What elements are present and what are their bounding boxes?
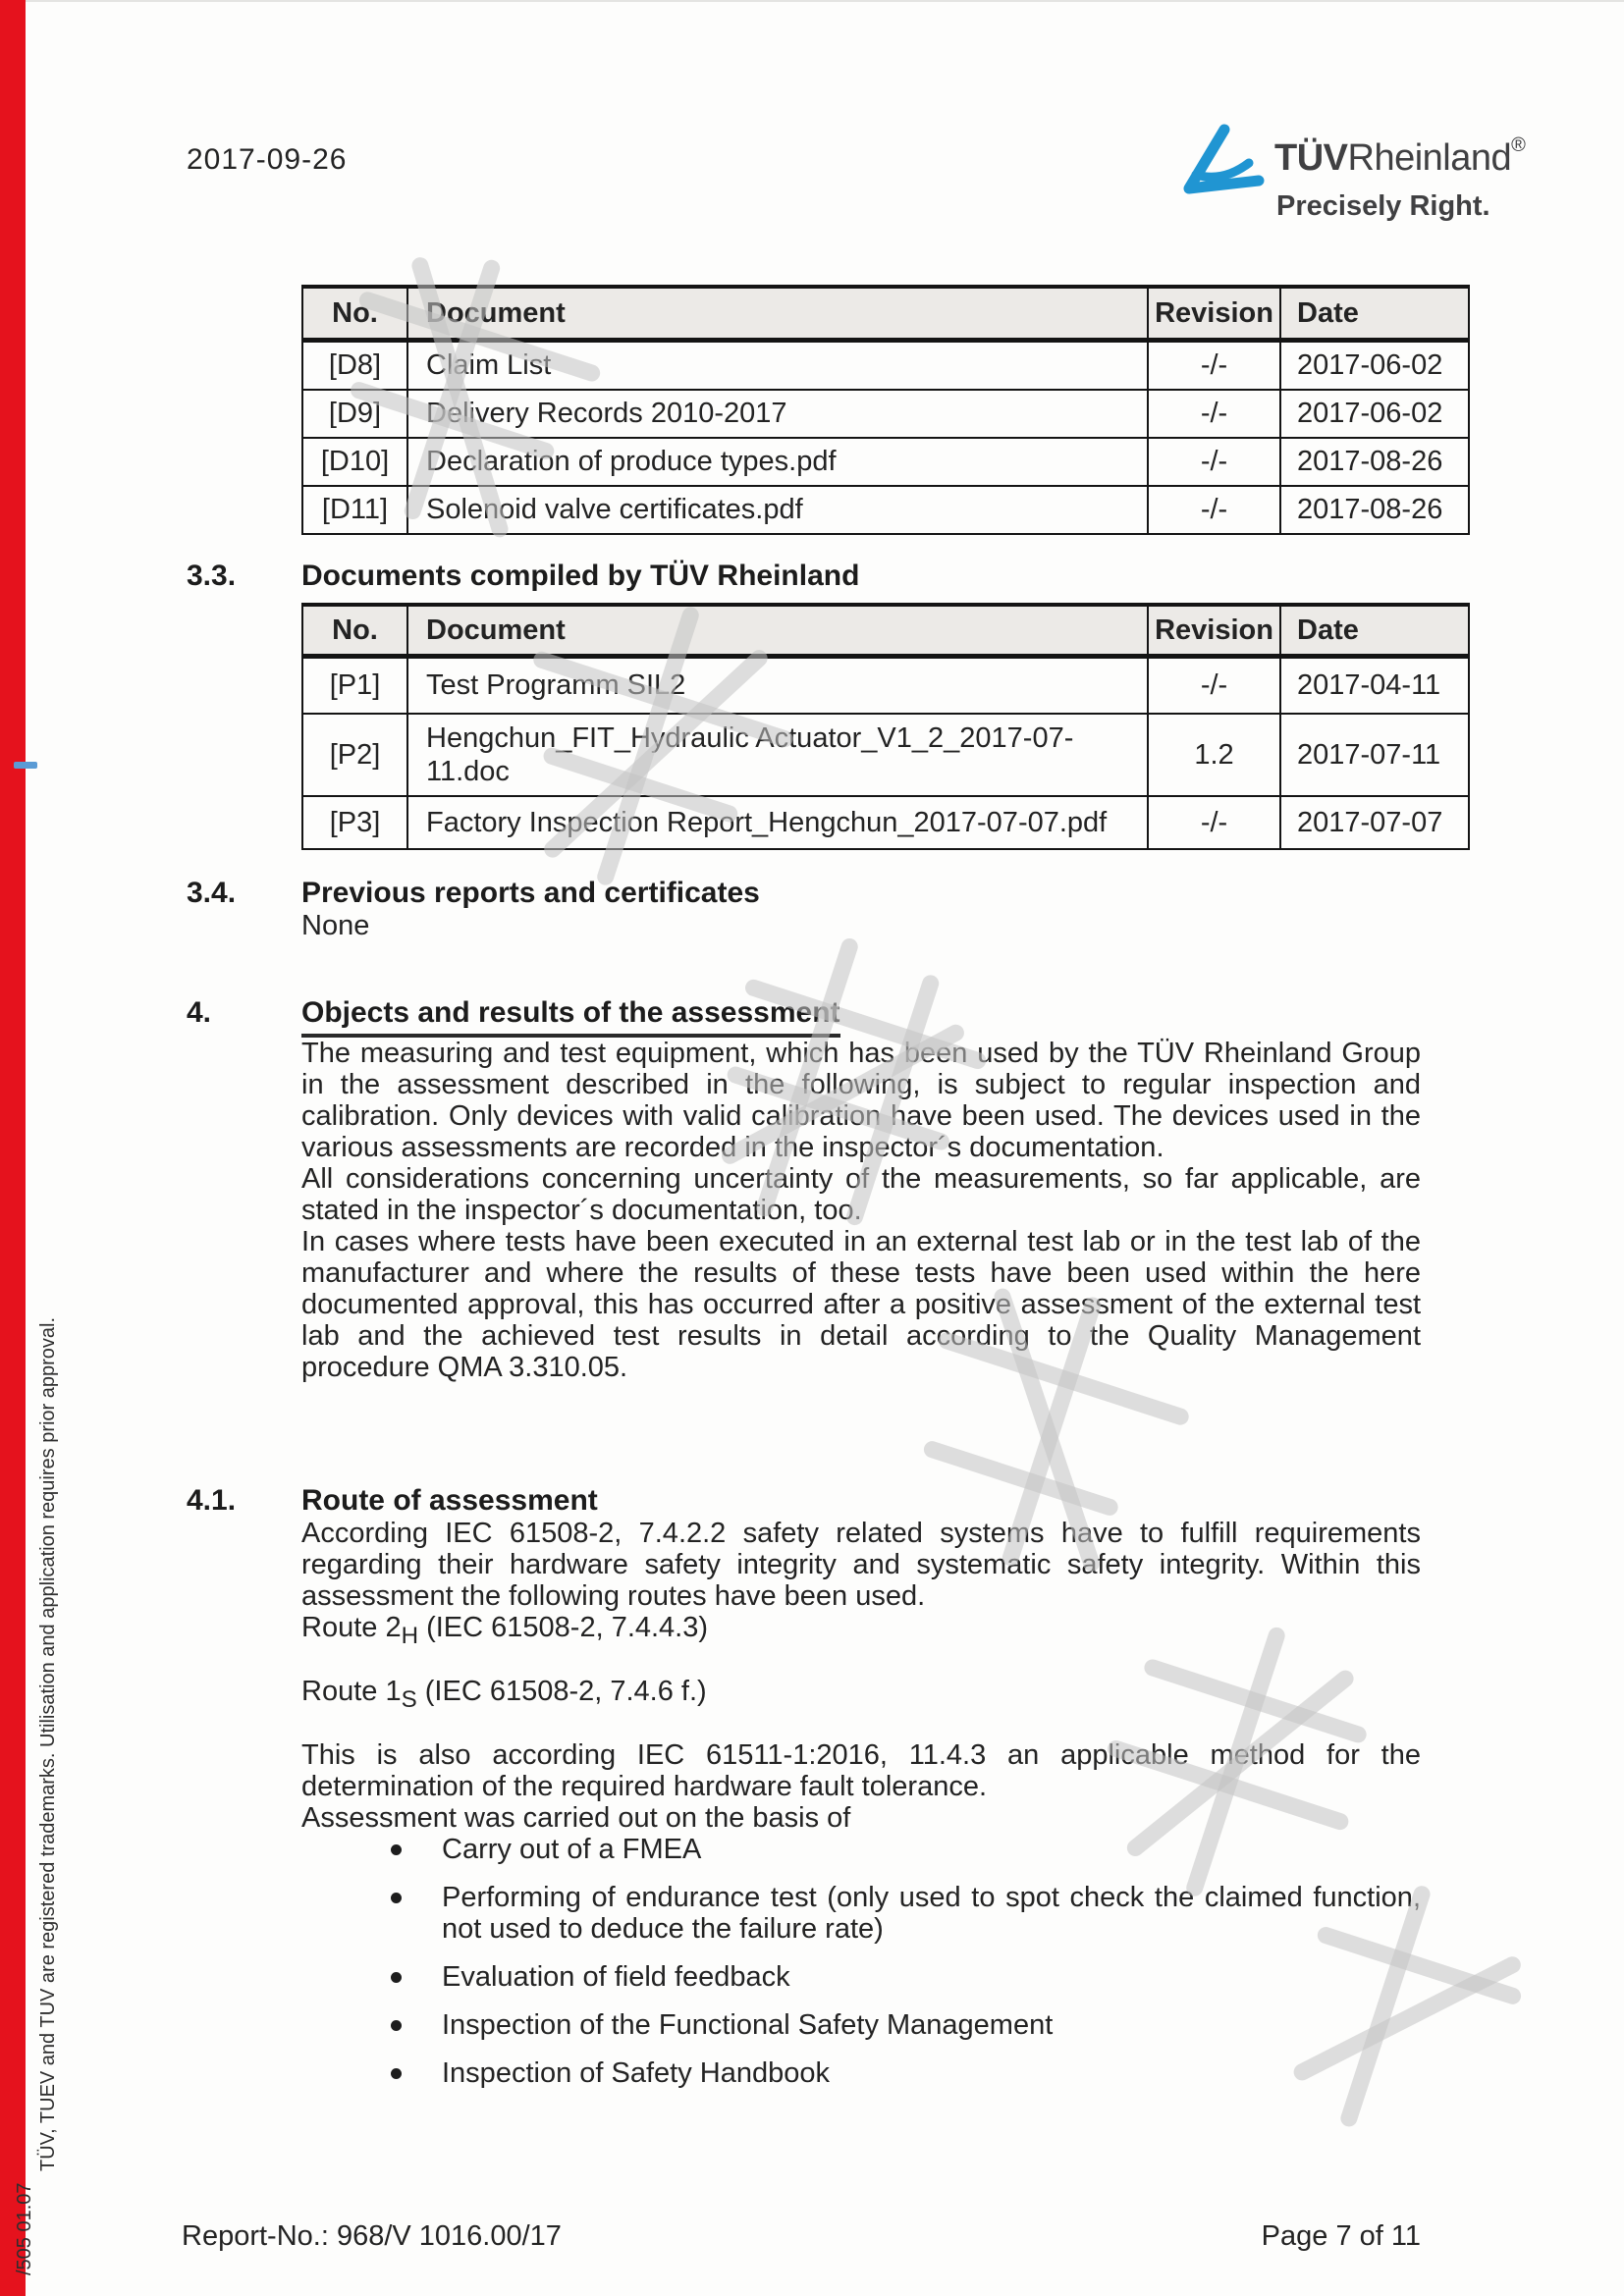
paragraph: The measuring and test equipment, which has been used by the TÜV Rheinland Group in the assessment described in the following, is subject to regular inspection and calibration. Only devices with valid calibration have been used. The devices used in the various assessments are recorded in the inspector´s documentation.	[301, 1038, 1421, 1163]
bullet-dot-icon	[391, 2068, 402, 2079]
bullet-item	[442, 1961, 1421, 1993]
cell-date: 2017-08-26	[1280, 438, 1469, 486]
basis-intro: Assessment was carried out on the basis of	[301, 1801, 851, 1834]
paragraph: According IEC 61508-2, 7.4.2.2 safety related systems have to fulfill requirements regarding their hardware safety integrity and systematic safety integrity. Within this assessment the following routes have been used.	[301, 1518, 1421, 1612]
section-title: Documents compiled by TÜV Rheinland	[301, 560, 860, 592]
col-header-date: Date	[1280, 287, 1469, 341]
cell-revision: -/-	[1148, 341, 1280, 391]
col-header-revision: Revision	[1148, 605, 1280, 657]
col-header-document: Document	[407, 605, 1148, 657]
brand-text	[1274, 134, 1526, 180]
section-4-1-heading	[187, 1484, 1421, 1518]
documents-table	[301, 285, 1470, 535]
cell-no: [P1]	[302, 657, 407, 715]
route-reference: (IEC 61508-2, 7.4.4.3)	[418, 1612, 709, 1643]
table-row	[302, 341, 1469, 391]
page-date: 2017-09-26	[187, 143, 348, 176]
cell-date: 2017-07-11	[1280, 714, 1469, 796]
bullet-text: Carry out of a FMEA	[442, 1833, 702, 1865]
col-header-revision: Revision	[1148, 287, 1280, 341]
route-line	[301, 1612, 1421, 1652]
footer-report-number: Report-No.: 968/V 1016.00/17	[182, 2220, 562, 2252]
section-title: Previous reports and certificates	[301, 877, 760, 909]
col-header-no: No.	[302, 605, 407, 657]
cell-revision: -/-	[1148, 796, 1280, 849]
brand-tuv: TÜV	[1274, 137, 1348, 179]
brand-tagline: Precisely Right.	[1276, 190, 1490, 222]
bullet-text: Performing of endurance test (only used to spot check the claimed function, not used to deduce the failure rate)	[442, 1881, 1421, 1945]
tuv-rheinland-logo	[1180, 116, 1573, 234]
section-3-3-heading	[187, 560, 1421, 593]
cell-no: [D11]	[302, 486, 407, 534]
cell-no: [P3]	[302, 796, 407, 849]
cell-document: Claim List	[407, 341, 1148, 391]
bullet-item	[442, 1834, 1421, 1865]
section-3-3	[187, 560, 1443, 850]
paragraph: This is also according IEC 61511-1:2016, 11.4.3 an applicable method for the determination of the required hardware fault tolerance.	[301, 1738, 1421, 1802]
blue-margin-mark	[14, 762, 37, 769]
cell-document: Solenoid valve certificates.pdf	[407, 486, 1148, 534]
table-row	[302, 486, 1469, 534]
col-header-no: No.	[302, 287, 407, 341]
section-number: 3.4.	[187, 877, 237, 909]
sidebar-form-number: /505 01.07	[14, 2182, 35, 2275]
scan-top-edge-line	[26, 0, 1624, 2]
cell-no: [P2]	[302, 714, 407, 796]
registered-mark: ®	[1511, 134, 1526, 156]
bullet-dot-icon	[391, 1972, 402, 1983]
bullet-text: Inspection of Safety Handbook	[442, 2056, 830, 2089]
route-subscript: S	[401, 1685, 417, 1713]
table-header-row	[302, 605, 1469, 657]
bullet-text: Evaluation of field feedback	[442, 1960, 790, 1993]
cell-no: [D9]	[302, 390, 407, 438]
cell-date: 2017-08-26	[1280, 486, 1469, 534]
cell-no: [D8]	[302, 341, 407, 391]
bullet-dot-icon	[391, 1844, 402, 1855]
section-4	[187, 996, 1421, 1383]
documents-table-section	[301, 285, 1443, 535]
cell-date: 2017-04-11	[1280, 657, 1469, 715]
section-title: Objects and results of the assessment	[301, 996, 840, 1038]
section-3-4-heading	[187, 877, 1421, 910]
section-3-4-body: None	[301, 910, 370, 941]
section-4-1	[187, 1484, 1421, 2106]
section-title: Route of assessment	[301, 1484, 598, 1517]
bullet-dot-icon	[391, 1893, 402, 1903]
route-line	[301, 1676, 1421, 1716]
cell-document: Declaration of produce types.pdf	[407, 438, 1148, 486]
table-row	[302, 657, 1469, 715]
table-row	[302, 438, 1469, 486]
sidebar-trademark-note: TÜV, TUEV and TUV are registered trademarks. Utilisation and application requires prior approval.	[37, 1316, 59, 2171]
cell-revision: -/-	[1148, 657, 1280, 715]
cell-date: 2017-06-02	[1280, 390, 1469, 438]
cell-document: Test Programm SIL2	[407, 657, 1148, 715]
cell-date: 2017-07-07	[1280, 796, 1469, 849]
cell-revision: -/-	[1148, 486, 1280, 534]
section-number: 3.3.	[187, 560, 237, 592]
cell-no: [D10]	[302, 438, 407, 486]
section-3-4	[187, 877, 1421, 941]
cell-date: 2017-06-02	[1280, 341, 1469, 391]
bullet-item	[442, 2057, 1421, 2089]
section-4-heading	[187, 996, 1421, 1038]
route-reference: (IEC 61508-2, 7.4.6 f.)	[416, 1675, 707, 1707]
bullet-dot-icon	[391, 2020, 402, 2031]
route-prefix: Route 1	[301, 1675, 402, 1707]
cell-document: Delivery Records 2010-2017	[407, 390, 1148, 438]
cell-document: Hengchun_FIT_Hydraulic Actuator_V1_2_2017-07-11.doc	[407, 714, 1148, 796]
col-header-document: Document	[407, 287, 1148, 341]
assessment-basis-list	[301, 1834, 1421, 2089]
table-row	[302, 796, 1469, 849]
footer-page-number: Page 7 of 11	[1261, 2220, 1421, 2252]
cell-revision: -/-	[1148, 438, 1280, 486]
tuv-triangle-icon	[1180, 124, 1265, 200]
route-prefix: Route 2	[301, 1612, 402, 1643]
section-number: 4.1.	[187, 1484, 237, 1517]
table-row	[302, 390, 1469, 438]
scan-edge-stripe	[0, 0, 26, 2296]
route-subscript: H	[401, 1622, 419, 1649]
brand-rheinland: Rheinland	[1347, 137, 1512, 179]
cell-revision: -/-	[1148, 390, 1280, 438]
cell-document: Factory Inspection Report_Hengchun_2017-07-07.pdf	[407, 796, 1148, 849]
table-row	[302, 714, 1469, 796]
paragraph: All considerations concerning uncertainty of the measurements, so far applicable, are stated in the inspector´s documentation, too.	[301, 1163, 1421, 1226]
bullet-text: Inspection of the Functional Safety Management	[442, 2008, 1054, 2041]
cell-revision: 1.2	[1148, 714, 1280, 796]
bullet-item	[442, 1882, 1421, 1945]
col-header-date: Date	[1280, 605, 1469, 657]
paragraph: In cases where tests have been executed in an external test lab or in the test lab of the manufacturer and where the results of these tests have been used within the here documented approval, this has occurred after a positive assessment of the external test lab and the achieved test results in detail according to the Quality Management procedure QMA 3.310.05.	[301, 1226, 1421, 1383]
bullet-item	[442, 2009, 1421, 2041]
table-header-row	[302, 287, 1469, 341]
compiled-documents-table	[301, 603, 1470, 850]
section-number: 4.	[187, 996, 212, 1029]
